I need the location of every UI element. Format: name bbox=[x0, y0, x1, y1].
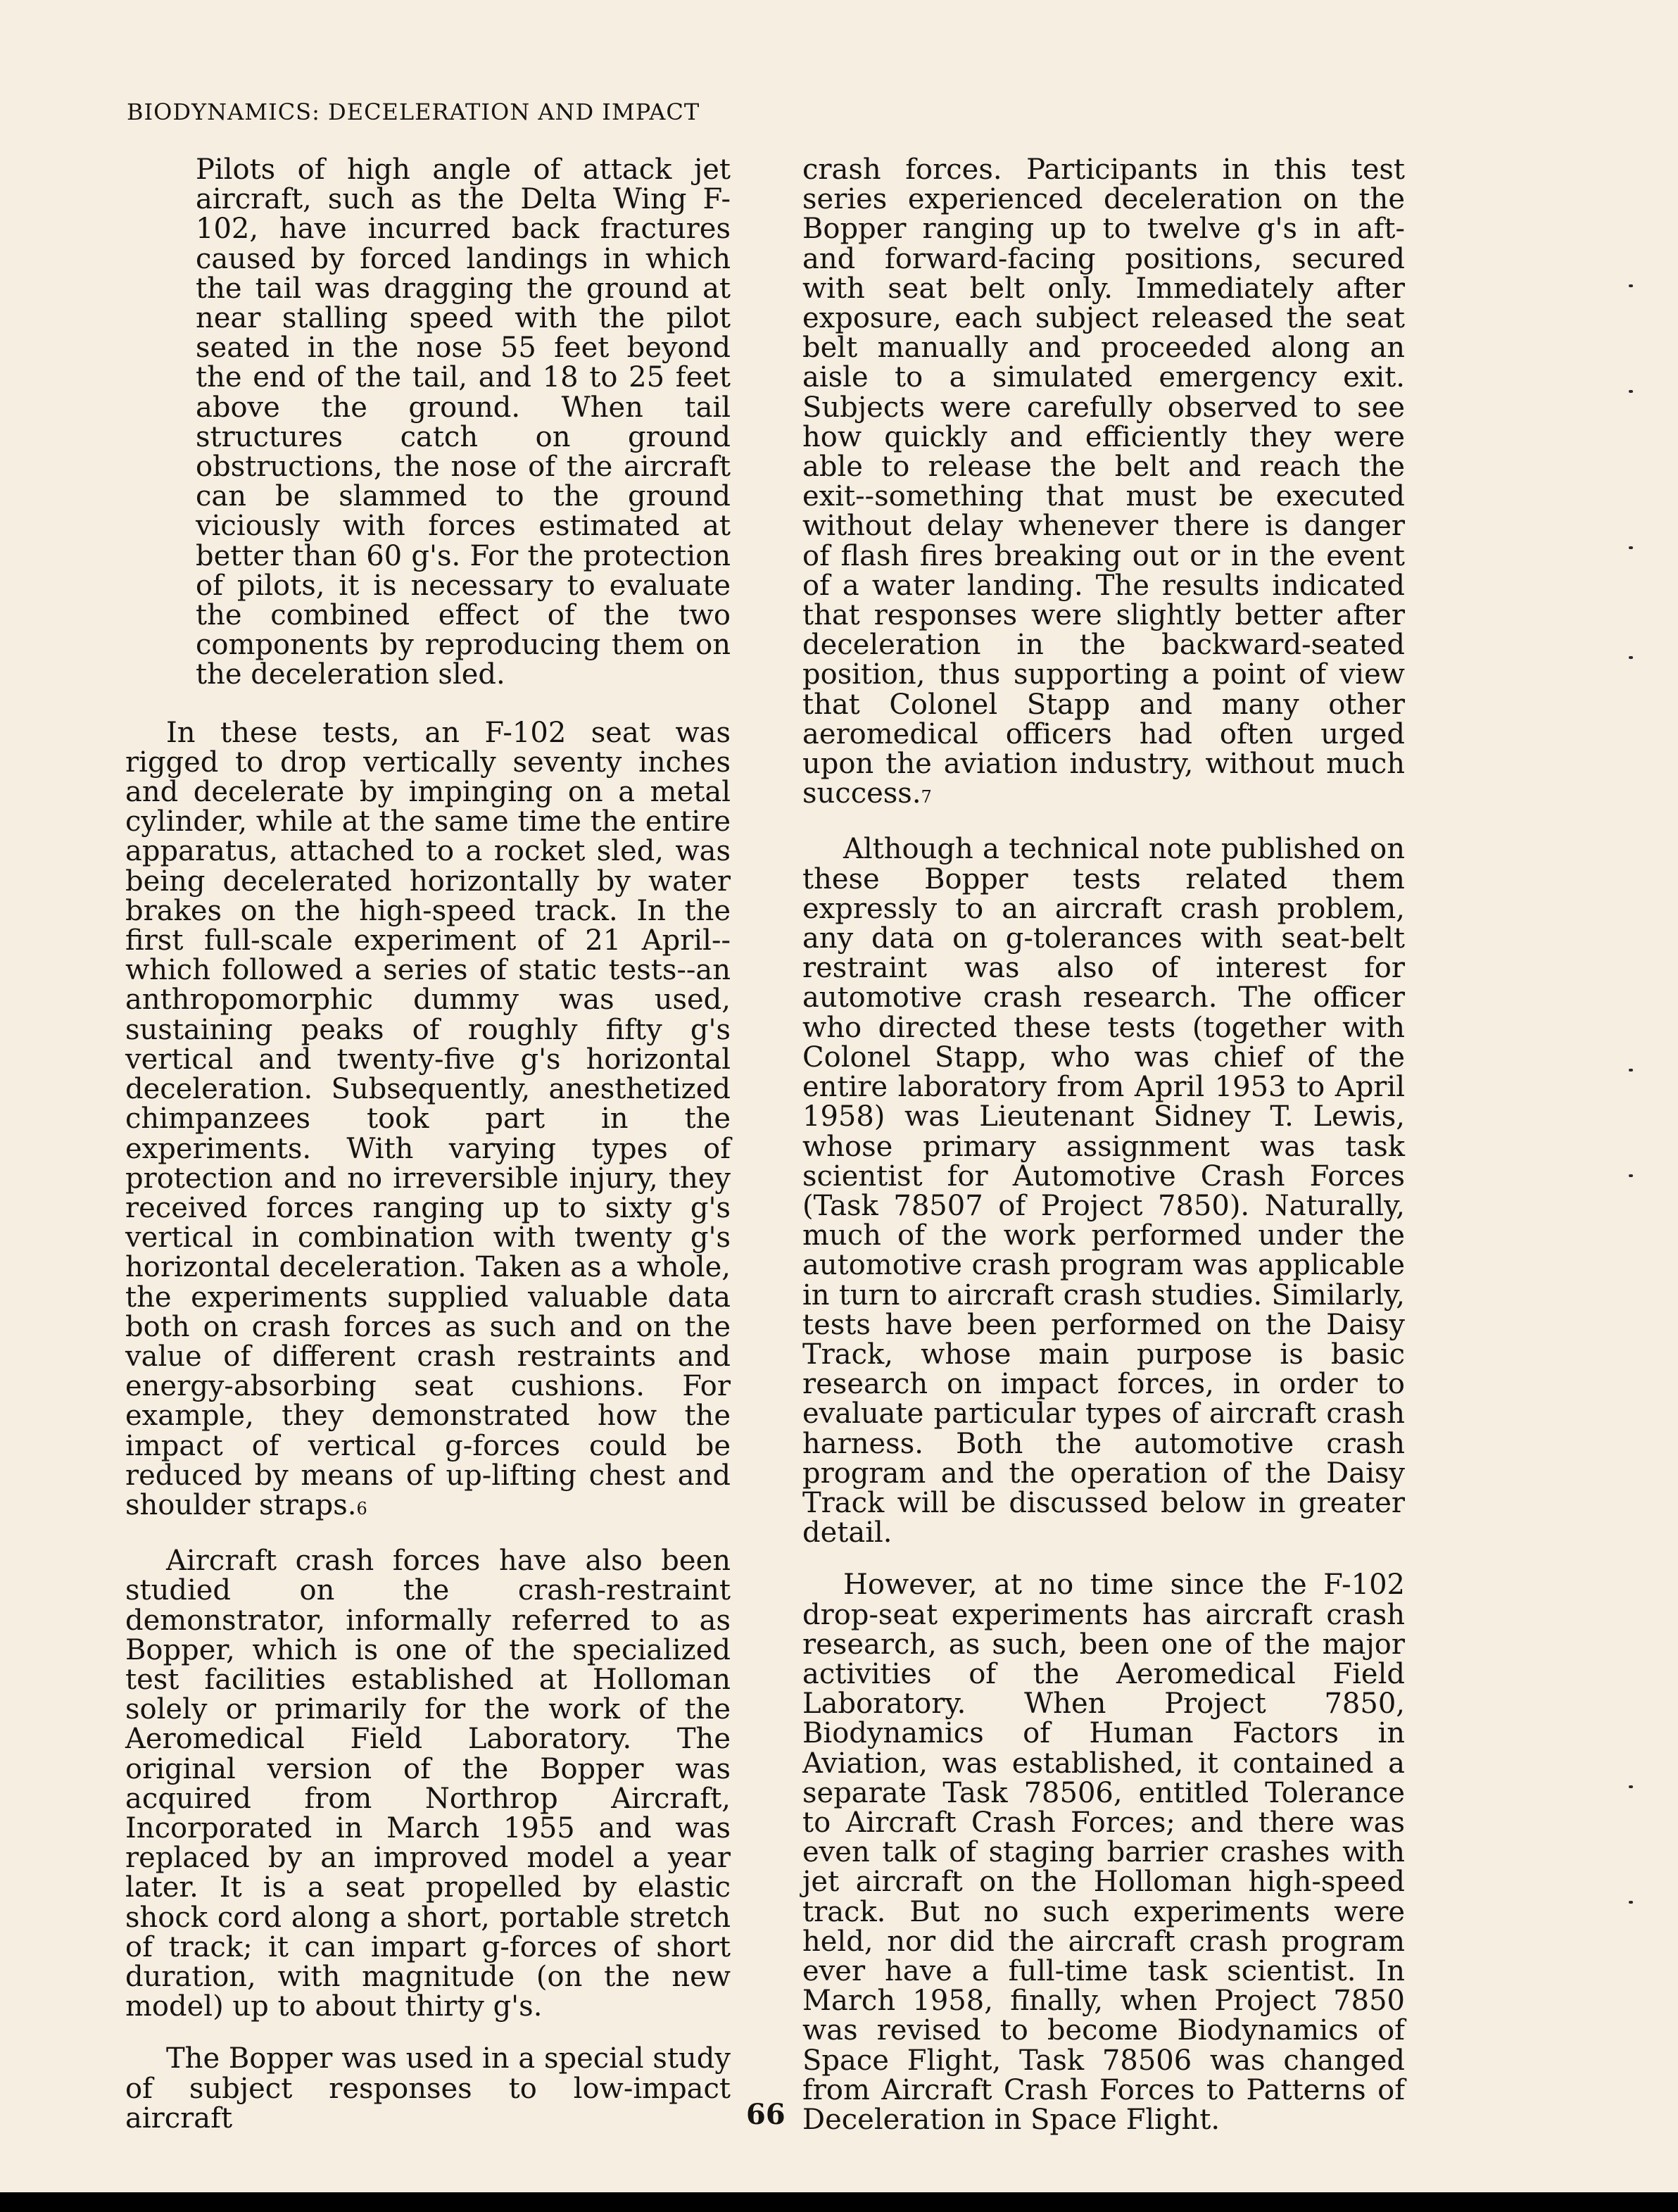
right-column bbox=[802, 155, 1405, 2157]
running-header: BIODYNAMICS: DECELERATION AND IMPACT bbox=[127, 99, 700, 125]
margin-speck bbox=[1629, 1174, 1633, 1177]
paragraph-text: In these tests, an F-102 seat was rigged to drop vertically seventy inches and decelerate by impinging on a metal cylinder, while at the same time the entire apparatus, attached to a rocket sled, was being decelerated horizontally by water brakes on the high-speed track. In the first full-scale experiment of 21 April--which followed a series of static tests--an anthropomorphic dummy was used, sustaining peaks of roughly fifty g's vertical and twenty-five g's horizontal deceleration. Subsequently, anesthetized chimpanzees took part in the experiments. With varying types of protection and no irreversible injury, they received forces ranging up to sixty g's vertical in combination with twenty g's horizontal deceleration. Taken as a whole, the experiments supplied valuable data both on crash forces as such and on the value of different crash restraints and energy-absorbing seat cushions. For example, they demonstrated how the impact of vertical g-forces could be reduced by means of up-lifting chest and shoulder straps. bbox=[125, 716, 731, 1521]
footnote-marker: 7 bbox=[921, 787, 932, 807]
paragraph bbox=[802, 155, 1405, 812]
footnote-marker: 6 bbox=[356, 1498, 367, 1519]
paragraph: Pilots of high angle of attack jet aircraft, such as the Delta Wing F-102, have incurred back fractures caused by forced landings in which the tail was dragging the ground at near stalling speed with the pilot seated in the nose 55 feet beyond the end of the tail, and 18 to 25 feet above the ground. When tail structures catch on ground obstructions, the nose of the aircraft can be slammed to the ground viciously with forces estimated at better than 60 g's. For the protection of pilots, it is necessary to evaluate the combined effect of the two components by reproducing them on the deceleration sled. bbox=[196, 153, 731, 691]
margin-speck bbox=[1629, 1069, 1633, 1072]
margin-speck bbox=[1629, 546, 1633, 549]
paragraph bbox=[125, 718, 731, 1523]
paragraph-text: crash forces. Participants in this test series experienced deceleration on the Bopper ranging up to twelve g's in aft- and forward-facing positions, secured with seat belt only. Immediately after exposure, each subject released the seat belt manually and proceeded along an aisle to a simulated emergency exit. Subjects were carefully observed to see how quickly and efficiently they were able to release the belt and reach the exit--something that must be executed without delay whenever there is danger of flash fires breaking out or in the event of a water landing. The results indicated that responses were slightly better after deceleration in the backward-seated position, thus supporting a point of view that Colonel Stapp and many other aeromedical officers had often urged upon the aviation industry, without much success. bbox=[802, 153, 1405, 810]
margin-speck bbox=[1629, 390, 1633, 393]
margin-speck bbox=[1629, 1785, 1633, 1788]
scan-edge-bar bbox=[0, 2192, 1678, 2212]
paragraph: Aircraft crash forces have also been studied on the crash-restraint demonstrator, informally referred to as Bopper, which is one of the specialized test facilities established at Holloman solely or primarily for the work of the Aeromedical Field Laboratory. The original version of the Bopper was acquired from Northrop Aircraft, Incorporated in March 1955 and was replaced by an improved model a year later. It is a seat propelled by elastic shock cord along a short, portable stretch of track; it can impart g-forces of short duration, with magnitude (on the new model) up to about thirty g's. bbox=[125, 1545, 731, 2023]
margin-speck bbox=[1629, 656, 1633, 659]
paragraph: Although a technical note published on these Bopper tests related them expressly to an aircraft crash problem, any data on g-tolerances with seat-belt restraint was also of interest for automotive crash research. The officer who directed these tests (together with Colonel Stapp, who was chief of the entire laboratory from April 1953 to April 1958) was Lieutenant Sidney T. Lewis, whose primary assignment was task scientist for Automotive Crash Forces (Task 78507 of Project 7850). Naturally, much of the work performed under the automotive crash program was applicable in turn to aircraft crash studies. Similarly, tests have been performed on the Daisy Track, whose main purpose is basic research on impact forces, in order to evaluate particular types of aircraft crash harness. Both the automotive crash program and the operation of the Daisy Track will be discussed below in greater detail. bbox=[802, 833, 1405, 1550]
paragraph: However, at no time since the F-102 drop-seat experiments has aircraft crash research, as such, been one of the major activities of the Aeromedical Field Laboratory. When Project 7850, Biodynamics of Human Factors in Aviation, was established, it contained a separate Task 78506, entitled Tolerance to Aircraft Crash Forces; and there was even talk of staging barrier crashes with jet aircraft on the Holloman high-speed track. But no such experiments were held, nor did the aircraft crash program ever have a full-time task scientist. In March 1958, finally, when Project 7850 was revised to become Biodynamics of Space Flight, Task 78506 was changed from Aircraft Crash Forces to Patterns of Deceleration in Space Flight. bbox=[802, 1569, 1405, 2136]
margin-speck bbox=[1629, 1901, 1633, 1904]
paragraph: The Bopper was used in a special study of subject responses to low-impact aircraft bbox=[125, 2042, 731, 2135]
page-number: 66 bbox=[746, 2098, 786, 2131]
margin-speck bbox=[1629, 284, 1633, 287]
left-column bbox=[125, 155, 731, 2156]
